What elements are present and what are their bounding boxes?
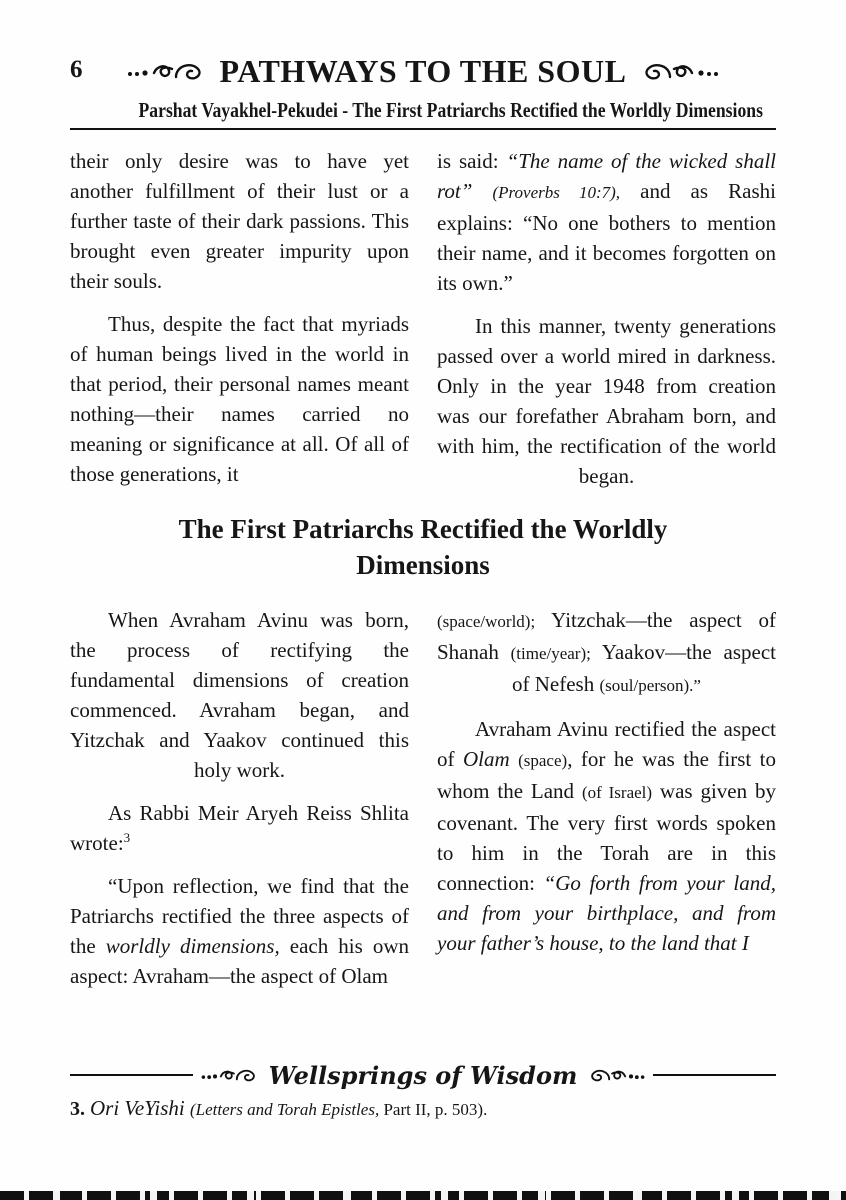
text-run: (of Israel) — [581, 783, 653, 802]
text-run: Thus, despite the fact that myriads of human beings lived in the world in that period, their personal names meant nothing—their names carried no meaning or significance at all. Of all of those generations, it — [70, 312, 409, 486]
paragraph — [70, 871, 409, 991]
section-heading: The First Patriarchs Rectified the Worldly Dimensions — [178, 514, 668, 580]
text-run: Avraham Avinu rectified the aspect of — [437, 717, 776, 771]
chapter-subtitle: Parshat Vayakhel-Pekudei - The First Patriarchs Rectified the Worldly Dimensions — [138, 98, 763, 122]
bottom-text-columns — [0, 589, 846, 991]
text-run: Part II, p. 503). — [379, 1100, 488, 1119]
paragraph — [437, 311, 776, 491]
text-run: (soul/person).” — [599, 676, 701, 695]
scanned-page-bottom-edge — [0, 1191, 846, 1200]
flourish-icon-left — [124, 59, 212, 83]
text-run: “The name of the wicked shall rot” — [437, 149, 776, 203]
text-run: “Upon reflection, we find that the Patriarchs rectified the three aspects of the — [70, 874, 409, 958]
paragraph — [70, 309, 409, 489]
subtitle-wrap — [70, 98, 776, 123]
paragraph — [70, 605, 409, 785]
footer-divider — [70, 1060, 776, 1090]
text-run: Ori VeYishi — [90, 1096, 190, 1120]
footer-ornament — [193, 1061, 654, 1090]
page-header — [0, 0, 846, 123]
text-run: 3 — [123, 830, 131, 845]
text-run: 3. — [70, 1098, 90, 1120]
text-run: Yitzchak—the aspect of Shanah — [437, 608, 776, 664]
paragraph — [70, 798, 409, 858]
text-run: (Proverbs 10:7), — [492, 183, 621, 202]
top-text-columns — [0, 130, 846, 491]
text-run: was given by covenant. The very first words spoken to him in the Torah are in this connection: — [437, 779, 776, 895]
text-run: In this manner, twenty generations passed over a world mired in darkness. Only in the year 1948 from creation was our forefather Abraham born, and with him, the rectification of the world began. — [437, 314, 776, 488]
title-row — [124, 53, 723, 90]
footer-flourish-icon-right — [583, 1066, 647, 1084]
text-run: (time/year); — [510, 644, 591, 663]
text-run: (space) — [518, 751, 568, 770]
paragraph — [437, 714, 776, 958]
text-run: When Avraham Avinu was born, the process of rectifying the fundamental dimensions of creation commenced. Avraham began, and Yitzchak and Yaakov continued this holy work. — [70, 608, 409, 782]
paragraph — [70, 146, 409, 296]
book-title: PATHWAYS TO THE SOUL — [219, 52, 627, 89]
top-right-column — [437, 146, 776, 491]
text-run: their only desire was to have yet another fulfillment of their lust or a further taste of their dark passions. This brought even greater impurity upon their souls. — [70, 149, 409, 293]
top-left-column — [70, 146, 409, 491]
text-run: worldly dimensions, — [105, 934, 280, 958]
text-run: (Letters and Torah Epistles, — [189, 1100, 380, 1119]
text-run: “Go forth from your land, and from your birthplace, and from your father’s house, to the land that I — [437, 871, 776, 955]
text-run: Olam — [462, 747, 519, 771]
text-run: , for he was the first to whom the Land — [437, 747, 776, 803]
text-run: As Rabbi Meir Aryeh Reiss Shlita wrote: — [70, 801, 409, 855]
series-name: Wellsprings of Wisdom — [268, 1060, 578, 1090]
header-top-row — [70, 48, 776, 94]
page-number: 6 — [70, 56, 83, 83]
footer-rule-right — [653, 1074, 776, 1076]
footer-flourish-icon-left — [199, 1066, 263, 1084]
text-run: each his own aspect: Avraham—the aspect of Olam — [70, 934, 410, 988]
paragraph — [437, 605, 776, 701]
bottom-right-column — [437, 605, 776, 991]
flourish-icon-right — [634, 59, 722, 83]
paragraph — [437, 146, 776, 298]
text-run: (space/world); — [437, 612, 536, 631]
text-run: is said: — [437, 149, 507, 173]
text-run: and as Rashi explains: “No one bothers to mention their name, and it becomes forgotten on its own.” — [437, 179, 776, 295]
footer-rule-left — [70, 1074, 193, 1076]
bottom-left-column — [70, 605, 409, 991]
text-run: Yaakov—the aspect of Nefesh — [512, 640, 776, 696]
footnote — [70, 1096, 776, 1121]
